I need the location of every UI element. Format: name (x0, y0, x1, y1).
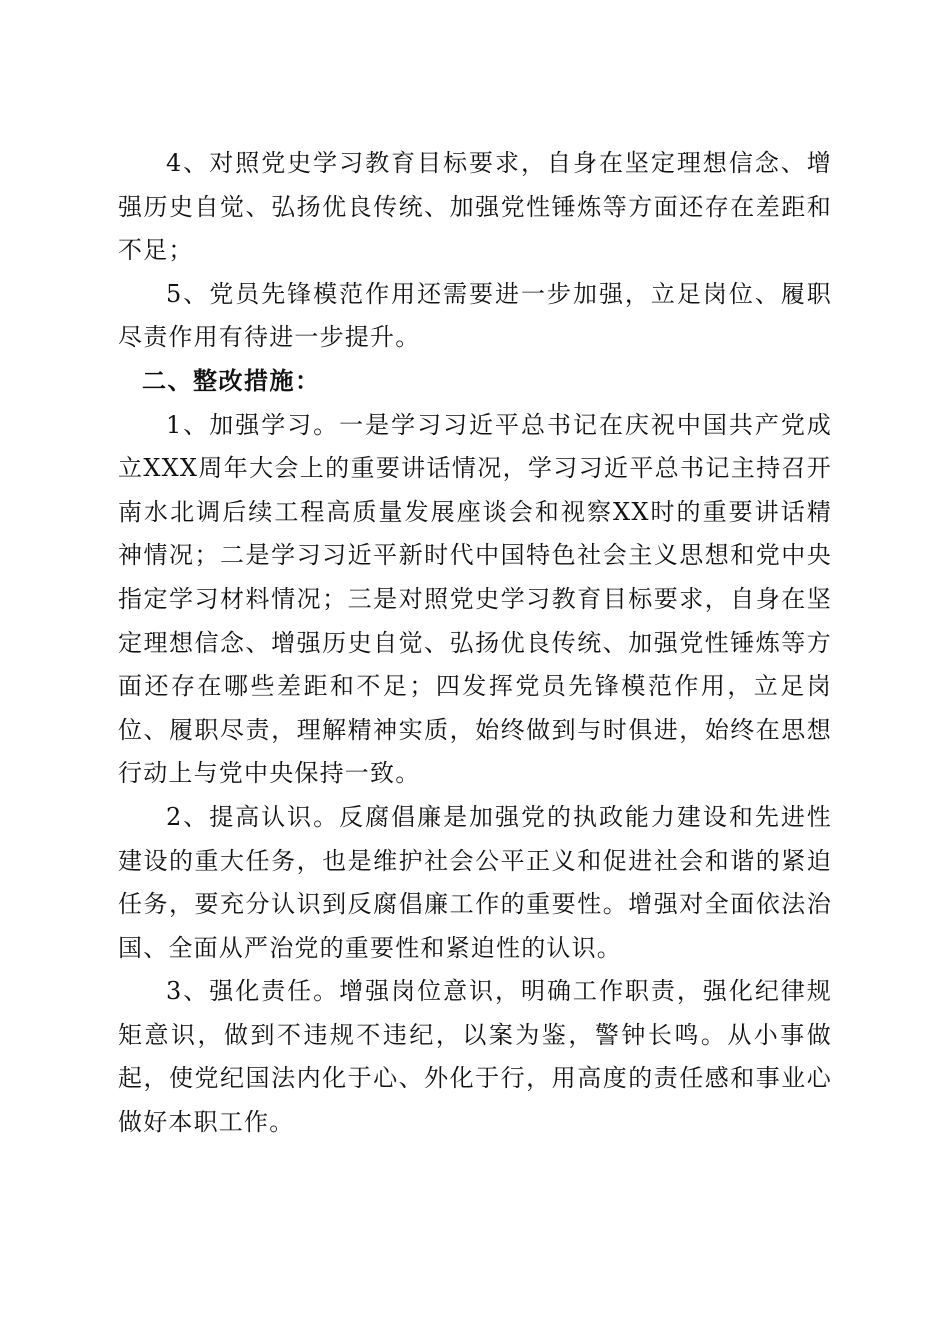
paragraph-problem-5: 5、党员先锋模范作用还需要进一步加强，立足岗位、履职尽责作用有待进一步提升。 (118, 279, 832, 352)
document-page (118, 142, 832, 1145)
paragraph-problem-4: 4、对照党史学习教育目标要求，自身在坚定理想信念、增强历史自觉、弘扬优良传统、加强党性锤炼等方面还存在差距和不足； (118, 149, 832, 265)
section-heading-rectification: 二、整改措施： (142, 366, 321, 395)
paragraph-measure-2: 2、提高认识。反腐倡廉是加强党的执政能力建设和先进性建设的重大任务，也是维护社会公平正义和促进社会和谐的紧迫任务，要充分认识到反腐倡廉工作的重要性。增强对全面依法治国、全面从严治党的重要性和紧迫性的认识。 (118, 802, 832, 962)
paragraph-measure-1: 1、加强学习。一是学习习近平总书记在庆祝中国共产党成立XXX周年大会上的重要讲话情况，学习习近平总书记主持召开南水北调后续工程高质量发展座谈会和视察XX时的重要讲话精神情况；二是学习习近平新时代中国特色社会主义思想和党中央指定学习材料情况；三是对照党史学习教育目标要求，自身在坚定理想信念、增强历史自觉、弘扬优良传统、加强党性锤炼等方面还存在哪些差距和不足；四发挥党员先锋模范作用，立足岗位、履职尽责，理解精神实质，始终做到与时俱进，始终在思想行动上与党中央保持一致。 (118, 410, 832, 788)
paragraph-measure-3: 3、强化责任。增强岗位意识，明确工作职责，强化纪律规矩意识，做到不违规不违纪，以案为鉴，警钟长鸣。从小事做起，使党纪国法内化于心、外化于行，用高度的责任感和事业心做好本职工作。 (118, 977, 832, 1137)
